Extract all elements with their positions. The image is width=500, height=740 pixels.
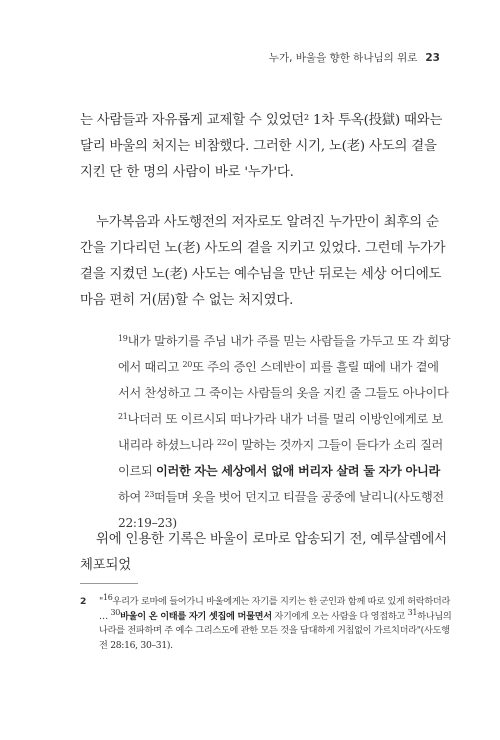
chapter-title: 누가, 바울을 향한 하나님의 위로 (268, 52, 418, 64)
verse-text: 떠들며 옷을 벗어 던지고 티끌을 공중에 날리니(사도행전 22:19–23) (118, 490, 444, 530)
body-paragraph-1 (80, 108, 450, 186)
footnote-text: "$^{16}$우리가 로마에 들어가니 바울에게는 자기를 지키는 한 군인과 함께 따로 있게 허락하더라 … $^{30}$바울이 온 이태를 자기 셋집에 머물면서 자기에게 오는 사람을 다 영접하고 $^{31}$하나님의 나라를 전파하며 주 예수 그리스도에 관한 모든 것을 담대하게 거침없이 가르치더라"(사도행전 28:16, 30–31). (99, 593, 452, 651)
body-paragraph-3 (80, 527, 450, 579)
verse-number: 16 (102, 593, 113, 602)
verse-number: 19 (118, 334, 128, 343)
verse-text: 또 주의 증인 스데반이 피를 흘릴 때에 내가 곁에 서서 찬성하고 그 죽이는 사람들의 옷을 지킨 줄 그들도 아나이다 (118, 360, 449, 400)
verse-number: 20 (182, 360, 193, 369)
verse-text: 나더러 또 이르시되 떠나가라 내가 너를 멀리 이방인에게로 보내리라 하셨느니라 (118, 412, 444, 452)
paragraph-text: 누가복음과 사도행전의 저자로도 알려진 누가만이 최후의 순간을 기다리던 노(老) 사도의 곁을 지키고 있었다. 그런데 누가가 곁을 지켰던 노(老) 사도는 예수님을 만난 뒤로는 세상 어디에도 마음 편히 거(居)할 수 없는 처지였다. (80, 215, 446, 308)
verse-text: 이 말하는 것까지 그들이 듣다가 소리 질러 이르되 (118, 438, 444, 478)
verse-number: 22 (216, 438, 227, 447)
emphasized-verse-text: 이러한 자는 세상에서 없애 버리자 살려 둘 자가 아니라 (156, 464, 440, 478)
running-header (269, 50, 440, 65)
paragraph-text: 위에 인용한 기록은 바울이 로마로 압송되기 전, 예루살렘에서 체포되었 (80, 532, 447, 573)
page-number: 23 (425, 52, 440, 64)
verse-text: 하여 (118, 490, 145, 504)
paragraph-text: 는 사람들과 자유롭게 교제할 수 있었던 (80, 113, 305, 128)
verse-number: 21 (118, 412, 128, 421)
verse-number: 31 (407, 607, 418, 617)
verse-number: 30 (110, 607, 121, 617)
footnote (80, 595, 452, 653)
body-paragraph-2 (80, 210, 450, 314)
verse-text: 내가 말하기를 주님 내가 주를 믿는 사람들을 가두고 또 각 회당에서 때리고 (118, 334, 451, 374)
footnote-verse-text: 우리가 로마에 들어가니 바울에게는 자기를 지키는 한 군인과 함께 따로 있게 허락하더라 … (99, 596, 451, 622)
scripture-quote (118, 328, 452, 536)
footnote-divider (80, 583, 138, 584)
footnote-verse-text: 자기에게 오는 사람을 다 영접하고 (271, 610, 408, 622)
footnote-verse-text: 하나님의 나라를 전파하며 주 예수 그리스도에 관한 모든 것을 담대하게 거침없이 가르치더라"(사도행전 28:16, 30–31). (99, 610, 452, 651)
footnote-number: 2 (80, 596, 87, 607)
footnote-reference[interactable]: 2 (304, 113, 309, 122)
paragraph-text: 1차 투옥(投獄) 때와는 달리 바울의 처지는 비참했다. 그러한 시기, 노(老) 사도의 곁을 지킨 단 한 명의 사람이 바로 '누가'다. (80, 113, 443, 180)
verse-number: 23 (144, 490, 155, 499)
emphasized-verse-text: 바울이 온 이태를 자기 셋집에 머물면서 (120, 610, 272, 622)
